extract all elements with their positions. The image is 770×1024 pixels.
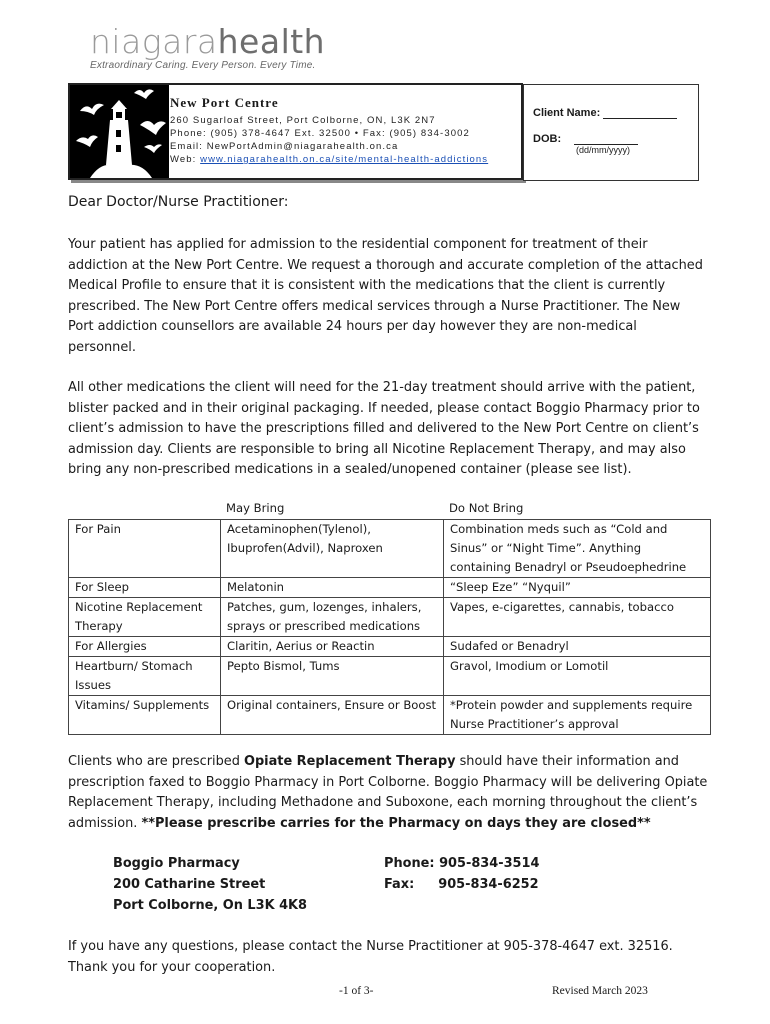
dob-label: DOB: <box>533 133 562 145</box>
paragraph-medications: All other medications the client will need for the 21-day treatment should arrive with the patient, blister packed and in their original packaging. If needed, please contact Boggio Pharmacy prior to client’s admission to have the prescriptions filled and delivered to the New Port Centre on client’s admission day. Clients are responsible to bring all Nicotine Replacement Therapy, and may also bring any non-prescribed medications in a sealed/unopened container (please see list). <box>68 380 700 477</box>
pharmacy-city: Port Colborne, On L3K 4K8 <box>113 898 308 913</box>
table-row <box>69 637 711 657</box>
paragraph-admission: Your patient has applied for admission to the residential component for treatment of their addiction at the New Port Centre. We request a thorough and accurate completion of the attached Medical Profile to ensure that it is consistent with the medications that the client is currently prescribed. The New Port Centre offers medical services through a Nurse Practitioner. The New Port addiction counsellors are available 24 hours per day however they are non-medical personnel. <box>68 237 703 355</box>
revision-date: Revised March 2023 <box>552 985 648 997</box>
pharmacy-name: Boggio Pharmacy <box>113 856 240 871</box>
row-category: Vitamins/ Supplements <box>69 696 221 735</box>
table-row <box>69 578 711 598</box>
row-do-not-bring: Vapes, e-cigarettes, cannabis, tobacco <box>444 598 711 637</box>
web-label: Web: <box>170 154 201 165</box>
row-category: For Pain <box>69 520 221 578</box>
opiate-text-a: Clients who are prescribed <box>68 754 244 769</box>
table-row <box>69 696 711 735</box>
centre-name: New Port Centre <box>170 95 279 110</box>
row-may-bring: Pepto Bismol, Tums <box>221 657 444 696</box>
row-may-bring: Claritin, Aerius or Reactin <box>221 637 444 657</box>
client-info-box <box>523 84 699 181</box>
row-do-not-bring: Gravol, Imodium or Lomotil <box>444 657 711 696</box>
client-name-field[interactable] <box>603 106 677 119</box>
row-category: For Sleep <box>69 578 221 598</box>
dob-format-hint: (dd/mm/yyyy) <box>576 145 630 155</box>
closing-thanks: Thank you for your cooperation. <box>68 960 276 975</box>
web-link[interactable]: www.niagarahealth.on.ca/site/mental-health-addictions <box>200 154 489 165</box>
pharmacy-fax-row <box>384 875 539 896</box>
pharmacy-fax-label: Fax: <box>384 877 415 892</box>
dob-row <box>533 132 638 145</box>
medication-table <box>68 519 711 735</box>
row-may-bring: Acetaminophen(Tylenol), Ibuprofen(Advil), Naproxen <box>221 520 444 578</box>
client-name-label: Client Name: <box>533 107 601 119</box>
niagara-health-logo <box>90 24 325 71</box>
row-category: Nicotine Replacement Therapy <box>69 598 221 637</box>
opiate-bold-term: Opiate Replacement Therapy <box>243 754 456 769</box>
pharmacy-fax: 905-834-6252 <box>438 877 539 892</box>
column-head-do-not-bring: Do Not Bring <box>449 501 524 515</box>
row-may-bring: Patches, gum, lozenges, inhalers, sprays or prescribed medications <box>221 598 444 637</box>
centre-address: 260 Sugarloaf Street, Port Colborne, ON, L3K 2N7 <box>170 115 436 126</box>
centre-email: Email: NewPortAdmin@niagarahealth.on.ca <box>170 141 399 152</box>
pharmacy-street: 200 Catharine Street <box>113 877 266 892</box>
lighthouse-icon <box>70 85 169 178</box>
row-category: Heartburn/ Stomach Issues <box>69 657 221 696</box>
letter-greeting: Dear Doctor/Nurse Practitioner: <box>68 194 289 210</box>
pharmacy-phone: 905-834-3514 <box>439 856 540 871</box>
opiate-text-b: should have their information and prescription faxed to Boggio Pharmacy in Port Colborne. Boggio Pharmacy will be delivering Opiate Replacement Therapy, including Methadone and Suboxone, each morning throughout the client’s admission. <box>68 754 708 831</box>
table-row <box>69 520 711 578</box>
paragraph-opiate <box>68 752 708 834</box>
row-do-not-bring: *Protein powder and supplements require Nurse Practitioner’s approval <box>444 696 711 735</box>
logo-tagline: Extraordinary Caring. Every Person. Every Time. <box>90 60 316 71</box>
centre-phone-fax: Phone: (905) 378-4647 Ext. 32500 • Fax: (905) 834-3002 <box>170 128 470 139</box>
client-name-row <box>533 106 677 119</box>
closing-contact: If you have any questions, please contact the Nurse Practitioner at 905-378-4647 ext. 32516. <box>68 939 673 954</box>
row-may-bring: Melatonin <box>221 578 444 598</box>
centre-web <box>170 154 488 165</box>
dob-field[interactable] <box>574 132 638 145</box>
row-may-bring: Original containers, Ensure or Boost <box>221 696 444 735</box>
row-do-not-bring: Combination meds such as “Cold and Sinus” or “Night Time”. Anything containing Benadryl or Pseudoephedrine <box>444 520 711 578</box>
page-number: -1 of 3- <box>339 985 374 997</box>
column-head-may-bring: May Bring <box>226 501 285 515</box>
pharmacy-phone-row <box>384 854 539 875</box>
logo-brand-dark: health <box>217 22 326 61</box>
logo-brand-light: niagara <box>90 22 218 61</box>
row-category: For Allergies <box>69 637 221 657</box>
row-do-not-bring: “Sleep Eze” “Nyquil” <box>444 578 711 598</box>
table-row <box>69 598 711 637</box>
table-row <box>69 657 711 696</box>
centre-header-box <box>68 83 523 180</box>
opiate-carries-note: **Please prescribe carries for the Pharmacy on days they are closed** <box>141 815 651 831</box>
row-do-not-bring: Sudafed or Benadryl <box>444 637 711 657</box>
pharmacy-phone-label: Phone: <box>384 856 435 871</box>
logo-wordmark <box>90 24 325 60</box>
